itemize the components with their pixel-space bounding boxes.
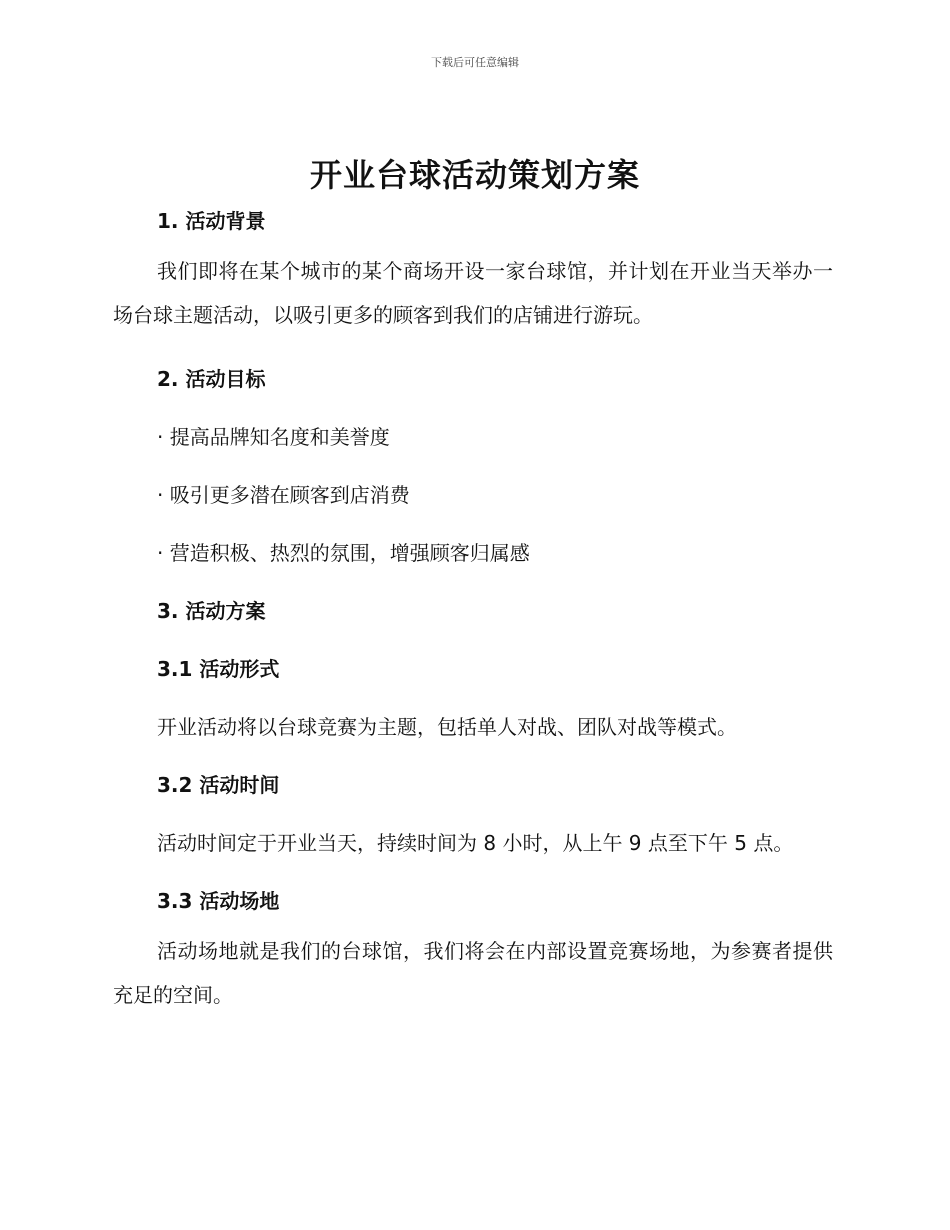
goal-bullet-2: · 吸引更多潜在顾客到店消费 [157, 483, 410, 507]
document-body [113, 205, 833, 1017]
section-heading-goals: 2. 活动目标 [157, 367, 266, 391]
section-text-time: 活动时间定于开业当天，持续时间为 8 小时，从上午 9 点至下午 5 点。 [157, 831, 794, 855]
section-heading-venue: 3.3 活动场地 [157, 889, 280, 913]
document-title: 开业台球活动策划方案 [309, 156, 640, 194]
section-heading-format: 3.1 活动形式 [157, 657, 280, 681]
section-text-background: 我们即将在某个城市的某个商场开设一家台球馆，并计划在开业当天举办一场台球主题活动，以吸引更多的顾客到我们的店铺进行游玩。 [113, 259, 833, 327]
section-text-venue: 活动场地就是我们的台球馆，我们将会在内部设置竞赛场地，为参赛者提供充足的空间。 [113, 939, 833, 1007]
section-text-format: 开业活动将以台球竞赛为主题，包括单人对战、团队对战等模式。 [157, 715, 737, 739]
goal-bullet-3: · 营造积极、热烈的氛围，增强顾客归属感 [157, 541, 530, 565]
section-heading-background: 1. 活动背景 [157, 209, 266, 233]
header-note: 下载后可任意编辑 [431, 56, 519, 69]
goal-bullet-1: · 提高品牌知名度和美誉度 [157, 425, 390, 449]
section-heading-plan: 3. 活动方案 [157, 599, 266, 623]
section-heading-time: 3.2 活动时间 [157, 773, 280, 797]
